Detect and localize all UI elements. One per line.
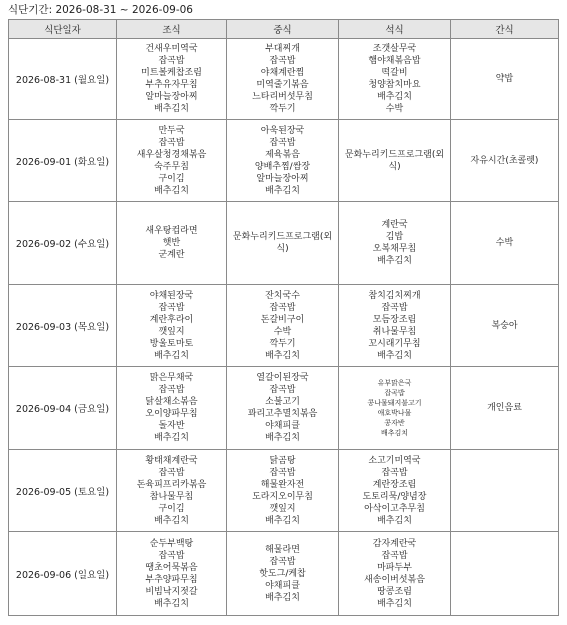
menu-item: 계란국 [381, 220, 408, 230]
menu-item: 깻잎지 [269, 503, 296, 514]
menu-item: 문화누리키드프로그램(외식) [344, 149, 445, 172]
menu-item: 배추김치 [377, 598, 412, 609]
menu-item: 아욱된장국 [260, 125, 305, 136]
lunch-cell [227, 367, 339, 450]
lunch-cell [227, 450, 339, 532]
menu-item: 야채계란찜 [260, 68, 305, 78]
menu-item: 핫도그/케찹 [259, 568, 306, 579]
menu-item: 계란장조림 [372, 479, 417, 490]
lunch-cell [227, 285, 339, 367]
menu-item: 배추김치 [265, 433, 300, 443]
menu-item: 닭곰탕 [269, 455, 296, 466]
menu-item: 꽈리고추멸치볶음 [247, 409, 318, 419]
menu-item: 알마늘장아찌 [256, 173, 309, 184]
menu-item: 문화누리키드프로그램(외식) [232, 232, 333, 254]
menu-item: 애호박나물 [377, 409, 412, 417]
menu-item: 꼬시래기무침 [368, 338, 421, 349]
menu-item: 잡곡밥 [269, 556, 296, 567]
table-row [9, 367, 559, 450]
menu-item: 잡곡밥 [381, 467, 408, 478]
menu-item: 느타리버섯무침 [252, 92, 313, 102]
breakfast-cell [117, 450, 227, 532]
menu-item: 조갯살무국 [372, 44, 417, 54]
menu-item: 순두부백탕 [149, 538, 194, 549]
header-row [9, 20, 559, 39]
snack-cell [451, 285, 559, 367]
header-date: 식단일자 [9, 20, 117, 39]
menu-item: 잡곡밥 [381, 302, 408, 313]
dinner-cell [339, 532, 451, 616]
dinner-cell [339, 202, 451, 285]
menu-item: 잡곡밥 [158, 467, 185, 478]
snack-cell [451, 120, 559, 202]
menu-item: 소불고기 [265, 397, 300, 407]
menu-item: 햄야채볶음밥 [368, 56, 421, 66]
menu-item: 잡곡밥 [269, 56, 296, 66]
menu-item: 아삭이고추무침 [364, 503, 425, 514]
menu-item: 부추유자무침 [145, 80, 198, 90]
menu-item: 참나물무침 [149, 491, 194, 502]
menu-item: 제육볶음 [265, 149, 300, 160]
date-cell: 2026-08-31 (월요일) [9, 39, 117, 120]
table-row [9, 120, 559, 202]
menu-item: 숙주무침 [154, 161, 189, 172]
menu-item: 야채피클 [265, 421, 300, 431]
date-cell: 2026-09-06 (일요일) [9, 532, 117, 616]
header-breakfast: 조식 [117, 20, 227, 39]
menu-item: 수박 [385, 104, 404, 114]
menu-item: 배추김치 [154, 185, 189, 196]
menu-item: 새송이버섯볶음 [364, 574, 425, 585]
menu-item: 수박 [273, 326, 292, 337]
menu-item: 콩나물돼지불고기 [367, 399, 422, 407]
dinner-cell [339, 285, 451, 367]
menu-item: 비빔낙지젓갈 [145, 586, 198, 597]
menu-item: 도라지오이무침 [252, 491, 313, 502]
menu-period-label: 식단기간: 2026-08-31 ~ 2026-09-06 [8, 4, 193, 16]
menu-item: 황태채계란국 [145, 455, 198, 466]
menu-item: 오이양파무침 [145, 409, 198, 419]
header-snack: 간식 [451, 20, 559, 39]
menu-item: 배추김치 [154, 350, 189, 361]
menu-item: 모듬장조림 [372, 314, 417, 325]
menu-item: 열갈이된장국 [256, 373, 309, 383]
menu-item: 햇반 [162, 238, 181, 248]
menu-item: 땡초어묵볶음 [145, 562, 198, 573]
menu-item: 계란후라이 [149, 314, 194, 325]
menu-item: 건새우미역국 [145, 44, 198, 54]
menu-item: 김밥 [385, 232, 404, 242]
menu-item: 배추김치 [265, 592, 300, 603]
menu-item: 방울토마토 [149, 338, 194, 349]
menu-item: 잡곡밥 [158, 56, 185, 66]
menu-item: 약밥 [495, 74, 514, 84]
menu-item: 돈육피프리카볶음 [136, 479, 207, 490]
menu-item: 군계란 [158, 250, 185, 260]
menu-item: 양배추찜/쌈장 [254, 161, 311, 172]
table-row [9, 202, 559, 285]
snack-cell [451, 367, 559, 450]
menu-item: 맑은무채국 [149, 373, 194, 383]
breakfast-cell [117, 39, 227, 120]
menu-item: 도토리묵/양념장 [362, 491, 427, 502]
menu-item: 돈갈비구이 [260, 314, 305, 325]
menu-item: 복숭아 [491, 320, 518, 331]
dinner-cell [339, 367, 451, 450]
menu-item: 배추김치 [377, 256, 412, 266]
menu-item: 잡곡밥 [158, 550, 185, 561]
menu-item: 배추김치 [377, 350, 412, 361]
menu-item: 미역줄기볶음 [256, 80, 309, 90]
menu-item: 콩자반 [384, 419, 405, 427]
breakfast-cell [117, 532, 227, 616]
menu-item: 잡곡밥 [269, 467, 296, 478]
breakfast-cell [117, 367, 227, 450]
menu-item: 배추김치 [265, 185, 300, 196]
menu-item: 해물라면 [265, 544, 300, 555]
breakfast-cell [117, 285, 227, 367]
menu-item: 잡곡밥 [269, 137, 296, 148]
menu-item: 구이김 [158, 173, 185, 184]
date-cell: 2026-09-04 (금요일) [9, 367, 117, 450]
menu-item: 배추김치 [265, 515, 300, 526]
breakfast-cell [117, 120, 227, 202]
menu-item: 배추김치 [154, 104, 189, 114]
date-cell: 2026-09-01 (화요일) [9, 120, 117, 202]
snack-cell [451, 532, 559, 616]
table-row [9, 450, 559, 532]
menu-item: 새우살청경채볶음 [136, 149, 207, 160]
table-row [9, 285, 559, 367]
menu-item: 마파두부 [377, 562, 412, 573]
menu-item: 새우탕컵라면 [145, 226, 198, 236]
date-cell: 2026-09-05 (토요일) [9, 450, 117, 532]
menu-item: 배추김치 [265, 350, 300, 361]
menu-item: 잡곡밥 [269, 385, 296, 395]
menu-item: 배추김치 [154, 598, 189, 609]
menu-item: 깍두기 [269, 104, 296, 114]
header-dinner: 석식 [339, 20, 451, 39]
menu-item: 배추김치 [154, 515, 189, 526]
menu-item: 닭살채소볶음 [145, 397, 198, 407]
menu-item: 배추김치 [154, 433, 189, 443]
lunch-cell [227, 39, 339, 120]
menu-item: 해물완자전 [260, 479, 305, 490]
menu-item: 배추김치 [380, 429, 409, 437]
table-row [9, 39, 559, 120]
menu-item: 수박 [495, 238, 514, 248]
menu-item: 배추김치 [377, 92, 412, 102]
menu-item: 부추양파무침 [145, 574, 198, 585]
meal-plan-table [8, 19, 559, 616]
menu-item: 구이김 [158, 503, 185, 514]
menu-item: 야채된장국 [149, 290, 194, 301]
menu-item: 부대찌개 [265, 44, 300, 54]
menu-item: 잡곡밥 [158, 137, 185, 148]
menu-item: 감자계란국 [372, 538, 417, 549]
menu-item: 취나물무침 [372, 326, 417, 337]
menu-item: 만두국 [158, 125, 185, 136]
menu-item: 잡곡밥 [158, 385, 185, 395]
lunch-cell [227, 202, 339, 285]
menu-item: 야채피클 [265, 580, 300, 591]
lunch-cell [227, 532, 339, 616]
menu-item: 잡곡밥 [384, 389, 405, 397]
menu-item: 잡곡밥 [269, 302, 296, 313]
menu-item: 돌자반 [158, 421, 185, 431]
menu-item: 유부맑은국 [377, 379, 412, 387]
menu-item: 깻잎지 [158, 326, 185, 337]
menu-item: 잡곡밥 [158, 302, 185, 313]
menu-item: 떡갈비 [381, 68, 408, 78]
menu-item: 소고기미역국 [368, 455, 421, 466]
dinner-cell [339, 39, 451, 120]
menu-item: 땅콩조림 [377, 586, 412, 597]
dinner-cell [339, 450, 451, 532]
menu-item: 오복채무침 [372, 244, 417, 254]
menu-item: 청양참치마요 [368, 80, 421, 90]
menu-item: 자유시간(초콜렛) [470, 155, 539, 166]
snack-cell [451, 39, 559, 120]
menu-item: 배추김치 [377, 515, 412, 526]
menu-item: 미트볼케찹조림 [141, 68, 202, 78]
lunch-cell [227, 120, 339, 202]
table-row [9, 532, 559, 616]
menu-item: 깍두기 [269, 338, 296, 349]
menu-item: 잡곡밥 [381, 550, 408, 561]
snack-cell [451, 450, 559, 532]
snack-cell [451, 202, 559, 285]
header-lunch: 중식 [227, 20, 339, 39]
breakfast-cell [117, 202, 227, 285]
menu-item: 개인음료 [487, 403, 522, 413]
menu-item: 잔치국수 [265, 290, 300, 301]
menu-item: 알마늘장아찌 [145, 92, 198, 102]
dinner-cell [339, 120, 451, 202]
date-cell: 2026-09-02 (수요일) [9, 202, 117, 285]
date-cell: 2026-09-03 (목요일) [9, 285, 117, 367]
menu-item: 참치김치찌개 [368, 290, 421, 301]
